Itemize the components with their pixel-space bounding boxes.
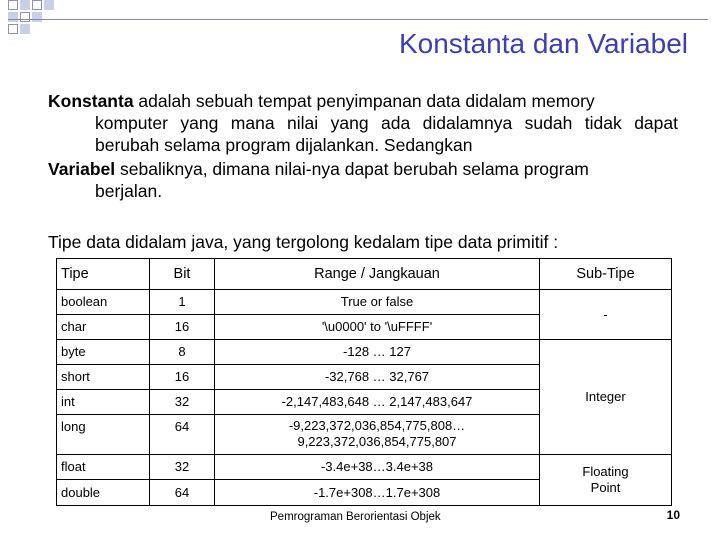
cell-range: -9,223,372,036,854,775,808… 9,223,372,036,854,775,807 bbox=[215, 414, 540, 454]
cell-range: True or false bbox=[215, 290, 540, 315]
corner-decoration bbox=[0, 0, 56, 40]
cell-bit: 1 bbox=[150, 290, 215, 315]
cell-range: '\u0000' to '\uFFFF' bbox=[215, 314, 540, 339]
cell-tipe: long bbox=[57, 414, 150, 454]
header-rule bbox=[8, 19, 708, 20]
cell-tipe: float bbox=[57, 454, 150, 480]
header-tipe: Tipe bbox=[57, 259, 150, 290]
cell-bit: 32 bbox=[150, 454, 215, 480]
cell-range: -1.7e+308…1.7e+308 bbox=[215, 480, 540, 506]
cell-tipe: short bbox=[57, 364, 150, 389]
paragraph-konstanta bbox=[48, 90, 678, 156]
table-row bbox=[57, 290, 672, 315]
cell-bit: 8 bbox=[150, 339, 215, 364]
cell-range: -32,768 … 32,767 bbox=[215, 364, 540, 389]
cell-bit: 16 bbox=[150, 314, 215, 339]
table-header-row bbox=[57, 259, 672, 290]
primitive-types-table bbox=[56, 258, 672, 506]
cell-tipe: byte bbox=[57, 339, 150, 364]
header-bit: Bit bbox=[150, 259, 215, 290]
cell-subtipe-floating bbox=[540, 454, 672, 505]
cell-subtipe-integer: Integer bbox=[540, 339, 672, 454]
header-range: Range / Jangkauan bbox=[215, 259, 540, 290]
cell-tipe: char bbox=[57, 314, 150, 339]
floating-label: Floating Point bbox=[582, 463, 629, 495]
cell-bit: 16 bbox=[150, 364, 215, 389]
cell-tipe: int bbox=[57, 389, 150, 414]
header-subtipe: Sub-Tipe bbox=[540, 259, 672, 290]
cell-subtipe-none: - bbox=[540, 290, 672, 340]
cell-tipe: boolean bbox=[57, 290, 150, 315]
table-row bbox=[57, 454, 672, 480]
page-number: 10 bbox=[666, 508, 680, 522]
cell-range: -3.4e+38…3.4e+38 bbox=[215, 454, 540, 480]
table-row bbox=[57, 339, 672, 364]
cell-range: -2,147,483,648 … 2,147,483,647 bbox=[215, 389, 540, 414]
cell-tipe: double bbox=[57, 480, 150, 506]
para1-rest: komputer yang mana nilai yang ada didalamnya sudah tidak dapat berubah selama program dijalankan. Sedangkan bbox=[95, 113, 678, 155]
term-variabel: Variabel bbox=[48, 159, 116, 179]
para2-first-line: sebaliknya, dimana nilai-nya dapat berubah selama program bbox=[115, 159, 589, 179]
paragraph-variabel bbox=[48, 158, 678, 202]
cell-range: -128 … 127 bbox=[215, 339, 540, 364]
table-intro: Tipe data didalam java, yang tergolong kedalam tipe data primitif : bbox=[48, 232, 559, 252]
term-konstanta: Konstanta bbox=[48, 91, 134, 111]
slide-footer: Pemrograman Berorientasi Objek bbox=[270, 511, 441, 523]
para1-first-line: adalah sebuah tempat penyimpanan data didalam memory bbox=[133, 91, 595, 111]
para2-rest: berjalan. bbox=[95, 181, 163, 201]
slide-title: Konstanta dan Variabel bbox=[398, 28, 688, 59]
cell-bit: 64 bbox=[150, 480, 215, 506]
cell-bit: 32 bbox=[150, 389, 215, 414]
cell-bit: 64 bbox=[150, 414, 215, 454]
